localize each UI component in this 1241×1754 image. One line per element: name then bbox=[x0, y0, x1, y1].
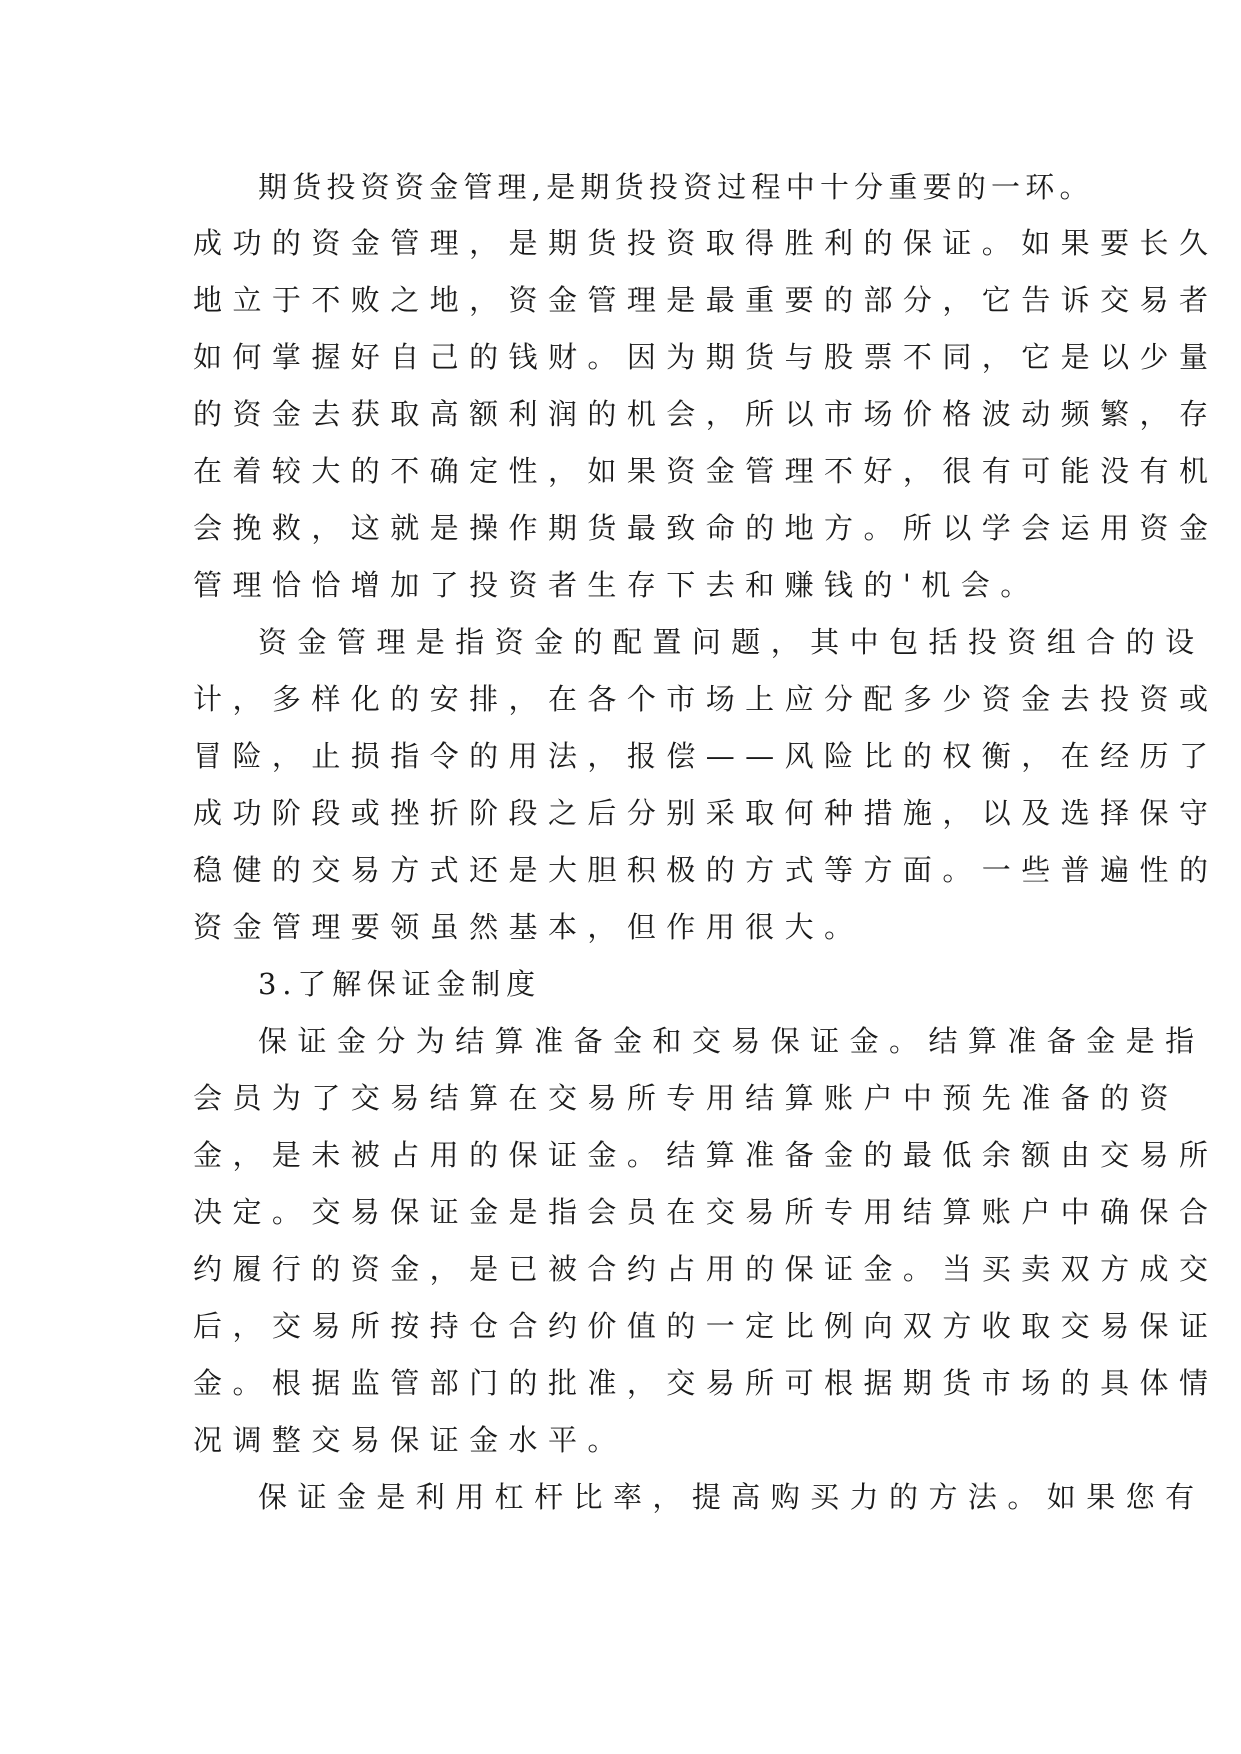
paragraph-3-line-2: 会员为了交易结算在交易所专用结算账户中预先准备的资 bbox=[193, 1081, 1180, 1115]
paragraph-1-line-6: 在着较大的不确定性，如果资金管理不好，很有可能没有机 bbox=[193, 454, 1219, 488]
paragraph-4-line-1: 保证金是利用杠杆比率，提高购买力的方法。如果您有 bbox=[258, 1480, 1205, 1514]
paragraph-3-line-6: 后，交易所按持仓合约价值的一定比例向双方收取交易保证 bbox=[193, 1309, 1219, 1343]
paragraph-3-line-3: 金，是未被占用的保证金。结算准备金的最低余额由交易所 bbox=[193, 1138, 1219, 1172]
paragraph-1-line-4: 如何掌握好自己的钱财。因为期货与股票不同，它是以少量 bbox=[193, 340, 1219, 374]
paragraph-1-line-1: 期货投资资金管理,是期货投资过程中十分重要的一环。 bbox=[258, 170, 1094, 204]
paragraph-3-line-4: 决定。交易保证金是指会员在交易所专用结算账户中确保合 bbox=[193, 1195, 1219, 1229]
paragraph-3-line-8: 况调整交易保证金水平。 bbox=[193, 1423, 627, 1457]
paragraph-2-line-2: 计，多样化的安排，在各个市场上应分配多少资金去投资或 bbox=[193, 682, 1219, 716]
paragraph-2-line-1: 资金管理是指资金的配置问题，其中包括投资组合的设 bbox=[258, 625, 1205, 659]
paragraph-1-line-3: 地立于不败之地，资金管理是最重要的部分，它告诉交易者 bbox=[193, 283, 1219, 317]
section-heading: 3.了解保证金制度 bbox=[258, 967, 541, 1001]
paragraph-2-line-5: 稳健的交易方式还是大胆积极的方式等方面。一些普遍性的 bbox=[193, 853, 1219, 887]
paragraph-3-line-5: 约履行的资金，是已被合约占用的保证金。当买卖双方成交 bbox=[193, 1252, 1219, 1286]
paragraph-1-line-5: 的资金去获取高额利润的机会，所以市场价格波动频繁，存 bbox=[193, 397, 1219, 431]
paragraph-2-line-4: 成功阶段或挫折阶段之后分别采取何种措施，以及选择保守 bbox=[193, 796, 1219, 830]
paragraph-2-line-6: 资金管理要领虽然基本，但作用很大。 bbox=[193, 910, 864, 944]
paragraph-1-line-2: 成功的资金管理，是期货投资取得胜利的保证。如果要长久 bbox=[193, 226, 1219, 260]
paragraph-1-line-7: 会挽救，这就是操作期货最致命的地方。所以学会运用资金 bbox=[193, 511, 1219, 545]
paragraph-1-line-8: 管理恰恰增加了投资者生存下去和赚钱的'机会。 bbox=[193, 568, 1040, 602]
paragraph-3-line-1: 保证金分为结算准备金和交易保证金。结算准备金是指 bbox=[258, 1024, 1205, 1058]
paragraph-3-line-7: 金。根据监管部门的批准，交易所可根据期货市场的具体情 bbox=[193, 1366, 1219, 1400]
paragraph-2-line-3: 冒险，止损指令的用法，报偿——风险比的权衡，在经历了 bbox=[193, 739, 1219, 773]
